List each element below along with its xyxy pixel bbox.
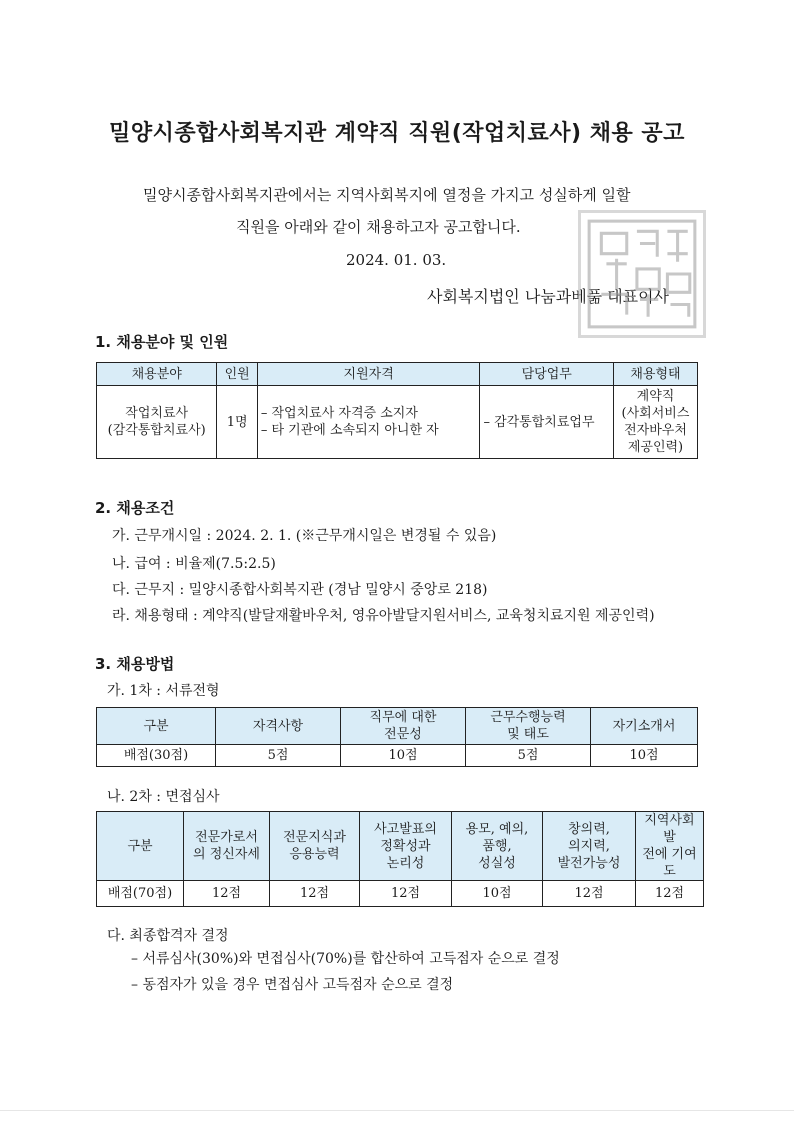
official-seal-stamp (578, 210, 706, 338)
field-subname: (감각통합치료사) (107, 423, 206, 438)
qualification-cell (257, 386, 480, 459)
r2-score-label: 배점(70점) (97, 881, 184, 907)
r1-score-self-intro: 10점 (591, 745, 698, 767)
announcement-date: 2024. 01. 03. (346, 251, 447, 269)
r2-score-knowledge: 12점 (270, 881, 360, 907)
field-name: 작업치료사 (125, 406, 189, 421)
header-count: 인원 (217, 363, 257, 386)
page-title: 밀양시종합사회복지관 계약직 직원(작업치료사) 채용 공고 (109, 121, 685, 146)
scan-edge (0, 1110, 794, 1111)
r2-score-logic: 12점 (360, 881, 452, 907)
section-3-heading: 3. 채용방법 (95, 655, 175, 673)
r2-header-community: 지역사회발 전에 기여도 (636, 812, 704, 881)
r2-header-category: 구분 (97, 812, 184, 881)
condition-start-date: 가. 근무개시일 : 2024. 2. 1. (※근무개시일은 변경될 수 있음) (112, 528, 497, 544)
r1-header-category: 구분 (97, 708, 216, 745)
final-decision-rule-1: – 서류심사(30%)와 면접심사(70%)를 합산하여 고득점자 순으로 결정 (131, 951, 560, 967)
section-1-heading: 1. 채용분야 및 인원 (95, 333, 229, 351)
type-line-2: (사회서비스 (621, 406, 690, 421)
r2-header-logic: 사고발표의 정확성과 논리성 (360, 812, 452, 881)
r1-score-label: 배점(30점) (97, 745, 216, 767)
r1-score-expertise: 10점 (341, 745, 466, 767)
header-employment-type: 채용형태 (613, 363, 697, 386)
r2-score-attitude: 12점 (184, 881, 270, 907)
r2-score-community: 12점 (636, 881, 704, 907)
duty-cell: – 감각통합치료업무 (480, 386, 614, 459)
count-cell: 1명 (217, 386, 257, 459)
qualification-1: – 작업치료사 자격증 소지자 (260, 406, 418, 421)
interview-table (96, 811, 704, 907)
r2-header-attitude: 전문가로서 의 정신자세 (184, 812, 270, 881)
intro-line-2: 직원을 아래와 같이 채용하고자 공고합니다. (236, 218, 521, 236)
final-decision-rule-2: – 동점자가 있을 경우 면접심사 고득점자 순으로 결정 (131, 977, 454, 993)
condition-employment-type: 라. 채용형태 : 계약직(발달재활바우처, 영유아발달지원서비스, 교육청치료지원 제공인력) (112, 608, 655, 624)
header-qualification: 지원자격 (257, 363, 480, 386)
round-2-label: 나. 2차 : 면접심사 (107, 789, 220, 805)
section-2-heading: 2. 채용조건 (95, 499, 175, 517)
round-1-label: 가. 1차 : 서류전형 (107, 683, 220, 699)
r2-header-manner: 용모, 예의, 품행, 성실성 (452, 812, 543, 881)
intro-line-1: 밀양시종합사회복지관에서는 지역사회복지에 열정을 가지고 성실하게 일할 (143, 186, 631, 204)
r1-score-qualification: 5점 (216, 745, 341, 767)
r1-header-performance: 근무수행능력 및 태도 (466, 708, 591, 745)
qualification-2: – 타 기관에 소속되지 아니한 자 (260, 423, 439, 438)
employment-type-cell (613, 386, 697, 459)
r1-header-expertise: 직무에 대한 전문성 (341, 708, 466, 745)
header-field: 채용분야 (97, 363, 217, 386)
type-line-4: 제공인력) (627, 440, 684, 455)
r2-score-manner: 10점 (452, 881, 543, 907)
type-line-3: 전자바우처 (624, 423, 687, 438)
r2-header-knowledge: 전문지식과 응용능력 (270, 812, 360, 881)
type-line-1: 계약직 (636, 389, 675, 404)
header-duty: 담당업무 (480, 363, 614, 386)
r2-score-creativity: 12점 (543, 881, 636, 907)
condition-salary: 나. 급여 : 비율제(7.5:2.5) (112, 556, 276, 572)
recruitment-field-table (96, 362, 698, 459)
r2-header-creativity: 창의력, 의지력, 발전가능성 (543, 812, 636, 881)
condition-workplace: 다. 근무지 : 밀양시종합사회복지관 (경남 밀양시 중앙로 218) (112, 582, 488, 598)
signer: 사회복지법인 나눔과베풂 대표이사 (427, 287, 670, 306)
r1-header-qualification: 자격사항 (216, 708, 341, 745)
document-screening-table (96, 707, 698, 767)
final-decision-label: 다. 최종합격자 결정 (107, 928, 229, 944)
r1-score-performance: 5점 (466, 745, 591, 767)
field-cell (97, 386, 217, 459)
r1-header-self-intro: 자기소개서 (591, 708, 698, 745)
